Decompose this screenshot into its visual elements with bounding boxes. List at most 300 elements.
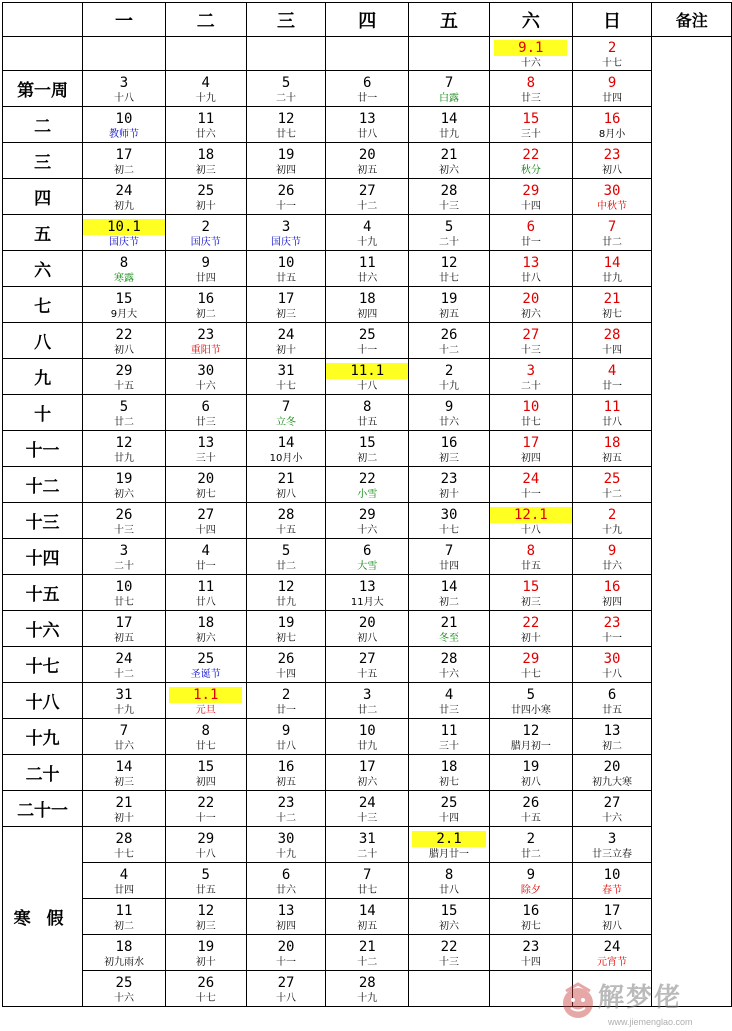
- lunar-date: 十七: [113, 849, 134, 860]
- lunar-date: 廿六: [195, 129, 216, 140]
- day-number: 31: [115, 687, 133, 703]
- day-cell: [572, 647, 652, 683]
- day-number: 9: [201, 255, 210, 271]
- day-number: 11: [197, 111, 215, 127]
- day-number: 21: [440, 615, 458, 631]
- day-cell: [246, 575, 326, 611]
- day-cell: [326, 863, 409, 899]
- day-cell: [489, 323, 572, 359]
- lunar-date: 十八: [520, 525, 541, 536]
- day-cell: [165, 71, 246, 107]
- day-cell: [409, 215, 490, 251]
- day-cell: [409, 107, 490, 143]
- day-number: 2: [281, 687, 291, 703]
- lunar-date: 十三: [113, 525, 134, 536]
- day-number: 5: [281, 543, 291, 559]
- lunar-date: 十四: [602, 345, 623, 356]
- day-number: 23: [522, 939, 540, 955]
- day-cell: [83, 827, 166, 863]
- day-number: 26: [440, 327, 458, 343]
- lunar-date: 初三: [520, 597, 541, 608]
- day-cell: [326, 37, 409, 71]
- day-cell: [489, 179, 572, 215]
- lunar-date: 二十: [357, 849, 378, 860]
- day-number: 3: [119, 75, 129, 91]
- header-day-2: 二: [165, 3, 246, 37]
- lunar-date: 三十: [195, 453, 216, 464]
- lunar-date: 三十: [520, 129, 541, 140]
- day-number: 21: [603, 291, 621, 307]
- day-cell: [489, 899, 572, 935]
- lunar-date: 初四: [276, 921, 297, 932]
- lunar-date: 初二: [357, 453, 378, 464]
- day-number: 30: [603, 183, 621, 199]
- day-cell: [83, 503, 166, 539]
- lunar-date: 廿二: [276, 561, 297, 572]
- lunar-date: 廿三立春: [592, 849, 633, 860]
- day-number: 26: [115, 507, 133, 523]
- week-row: [3, 467, 732, 503]
- week-label: 第一周: [3, 71, 83, 107]
- week-label: 五: [3, 215, 83, 251]
- day-cell: [572, 107, 652, 143]
- day-number: 29: [197, 831, 215, 847]
- week-row: [3, 287, 732, 323]
- day-number: 10: [115, 111, 133, 127]
- week-row: [3, 935, 732, 971]
- day-cell: [165, 359, 246, 395]
- day-cell: [409, 791, 490, 827]
- day-number: 6: [363, 75, 372, 91]
- day-number: 13: [358, 579, 376, 595]
- lunar-date: 十九: [439, 381, 460, 392]
- day-number: 20: [603, 759, 621, 775]
- day-number: 22: [522, 147, 540, 163]
- day-number: 19: [277, 615, 295, 631]
- day-cell: [409, 323, 490, 359]
- lunar-date: 初四: [520, 453, 541, 464]
- day-number: 22: [197, 795, 215, 811]
- day-number: 2: [607, 507, 617, 523]
- day-number: 11.1: [326, 363, 408, 379]
- week-label: 十四: [3, 539, 83, 575]
- lunar-date: 十六: [357, 525, 378, 536]
- day-cell: [83, 395, 166, 431]
- day-number: 26: [197, 975, 215, 991]
- lunar-date: 廿二: [602, 237, 623, 248]
- day-cell: [165, 395, 246, 431]
- lunar-date: 廿三: [195, 417, 216, 428]
- day-cell: [165, 683, 246, 719]
- lunar-date: 国庆节: [108, 237, 139, 248]
- day-number: 10: [522, 399, 540, 415]
- lunar-date: 初八: [602, 165, 623, 176]
- day-number: 20: [358, 147, 376, 163]
- lunar-date: 初十: [195, 957, 216, 968]
- day-cell: [572, 179, 652, 215]
- lunar-date: 初二: [602, 741, 623, 752]
- week-row: [3, 611, 732, 647]
- day-cell: [165, 647, 246, 683]
- day-number: 4: [444, 687, 454, 703]
- day-cell: [165, 323, 246, 359]
- lunar-date: 初五: [357, 921, 378, 932]
- lunar-date: 十一: [276, 957, 297, 968]
- week-row: [3, 359, 732, 395]
- day-number: 7: [119, 723, 129, 739]
- day-number: 18: [115, 939, 133, 955]
- lunar-date: 廿六: [602, 561, 623, 572]
- lunar-date: 初十: [276, 345, 297, 356]
- week-row: [3, 143, 732, 179]
- day-cell: [165, 755, 246, 791]
- day-cell: [165, 827, 246, 863]
- week-row: [3, 251, 732, 287]
- watermark-url: www.jiemenglao.com: [608, 1017, 693, 1027]
- day-cell: [326, 539, 409, 575]
- week-row: [3, 431, 732, 467]
- lunar-date: 十二: [276, 813, 297, 824]
- day-cell: [409, 935, 490, 971]
- day-cell: [246, 179, 326, 215]
- lunar-date: 十七: [439, 525, 460, 536]
- day-cell: [83, 287, 166, 323]
- day-number: 10.1: [83, 219, 165, 235]
- day-cell: [409, 611, 490, 647]
- day-number: 2: [526, 831, 536, 847]
- day-cell: [326, 683, 409, 719]
- lunar-date: 初二: [113, 921, 134, 932]
- day-number: 14: [603, 255, 621, 271]
- day-cell: [489, 215, 572, 251]
- day-number: 24: [522, 471, 540, 487]
- lunar-date: 初八: [520, 777, 541, 788]
- day-cell: [409, 37, 490, 71]
- day-number: 16: [603, 111, 621, 127]
- lunar-date: 十五: [276, 525, 297, 536]
- day-cell: [409, 359, 490, 395]
- day-number: 11: [603, 399, 621, 415]
- lunar-date: 十五: [520, 813, 541, 824]
- day-cell: [409, 431, 490, 467]
- lunar-date: 初六: [195, 633, 216, 644]
- day-number: 25: [197, 183, 215, 199]
- lunar-date: 十九: [276, 849, 297, 860]
- lunar-date: 廿五: [276, 273, 297, 284]
- day-cell: [246, 71, 326, 107]
- day-number: 12: [115, 435, 133, 451]
- lunar-date: 初四: [357, 309, 378, 320]
- lunar-date: 元旦: [195, 705, 216, 716]
- day-number: 7: [444, 75, 454, 91]
- day-cell: [165, 575, 246, 611]
- lunar-date: 廿八: [357, 129, 378, 140]
- day-number: 3: [281, 219, 291, 235]
- lunar-date: 廿四: [602, 93, 623, 104]
- lunar-date: 初三: [195, 921, 216, 932]
- day-number: 20: [358, 615, 376, 631]
- lunar-date: 初十: [520, 633, 541, 644]
- day-cell: [326, 827, 409, 863]
- day-number: 17: [115, 147, 133, 163]
- lunar-date: 初七: [520, 921, 541, 932]
- lunar-date: 十六: [520, 58, 541, 69]
- day-number: 22: [115, 327, 133, 343]
- day-cell: [83, 179, 166, 215]
- lunar-date: 廿七: [195, 741, 216, 752]
- day-cell: [83, 791, 166, 827]
- day-cell: [326, 503, 409, 539]
- lunar-date: 十一: [276, 201, 297, 212]
- day-number: 3: [119, 543, 129, 559]
- day-cell: [572, 863, 652, 899]
- week-row: [3, 863, 732, 899]
- lunar-date: 廿九: [276, 597, 297, 608]
- day-cell: [572, 395, 652, 431]
- day-cell: [83, 863, 166, 899]
- day-number: 5: [526, 687, 536, 703]
- day-cell: [83, 539, 166, 575]
- day-number: 9: [607, 75, 617, 91]
- day-number: 13: [358, 111, 376, 127]
- day-number: 4: [201, 75, 210, 91]
- day-number: 9: [607, 543, 617, 559]
- day-number: 19: [522, 759, 540, 775]
- day-number: 2: [444, 363, 454, 379]
- day-cell: [165, 791, 246, 827]
- header-row: [3, 3, 732, 37]
- day-cell: [165, 467, 246, 503]
- lunar-date: 十二: [602, 489, 623, 500]
- day-number: 13: [522, 255, 540, 271]
- week-row: [3, 791, 732, 827]
- lunar-date: 廿七: [357, 885, 378, 896]
- lunar-date: 10月小: [269, 453, 303, 464]
- lunar-date: 廿六: [439, 417, 460, 428]
- day-cell: [83, 37, 166, 71]
- lunar-date: 初八: [602, 921, 623, 932]
- day-cell: [326, 719, 409, 755]
- day-number: 18: [197, 615, 215, 631]
- day-number: 14: [115, 759, 133, 775]
- day-cell: [409, 647, 490, 683]
- day-number: 29: [115, 363, 133, 379]
- day-cell: [409, 143, 490, 179]
- day-number: 7: [607, 219, 617, 235]
- day-number: 6: [281, 867, 291, 883]
- day-cell: [165, 179, 246, 215]
- day-number: 1.1: [169, 687, 242, 703]
- lunar-date: 十七: [195, 993, 216, 1004]
- lunar-date: 十四: [276, 669, 297, 680]
- week-label: 二十一: [3, 791, 83, 827]
- lunar-date: 初八: [276, 489, 297, 500]
- day-cell: [326, 899, 409, 935]
- day-cell: [83, 215, 166, 251]
- day-cell: [165, 215, 246, 251]
- day-cell: [489, 251, 572, 287]
- day-cell: [409, 395, 490, 431]
- day-number: 26: [277, 651, 295, 667]
- week-label: 十一: [3, 431, 83, 467]
- day-cell: [246, 37, 326, 71]
- day-cell: [83, 323, 166, 359]
- lunar-date: 初十: [439, 489, 460, 500]
- lunar-date: 廿五: [357, 417, 378, 428]
- lunar-date: 初八: [357, 633, 378, 644]
- week-label: 八: [3, 323, 83, 359]
- day-number: 25: [440, 795, 458, 811]
- header-day-7: 日: [572, 3, 652, 37]
- lunar-date: 廿八: [602, 417, 623, 428]
- watermark-logo-icon: [558, 981, 598, 1021]
- day-cell: [83, 899, 166, 935]
- lunar-date: 十一: [520, 489, 541, 500]
- day-number: 27: [277, 975, 295, 991]
- day-number: 16: [440, 435, 458, 451]
- lunar-date: 初二: [195, 309, 216, 320]
- day-cell: [83, 107, 166, 143]
- day-cell: [165, 863, 246, 899]
- day-cell: [326, 359, 409, 395]
- day-number: 13: [603, 723, 621, 739]
- day-cell: [489, 611, 572, 647]
- lunar-date: 元宵节: [597, 957, 628, 968]
- day-number: 14: [358, 903, 376, 919]
- day-number: 17: [522, 435, 540, 451]
- day-cell: [165, 287, 246, 323]
- day-cell: [165, 899, 246, 935]
- lunar-date: 十八: [602, 669, 623, 680]
- day-cell: [326, 755, 409, 791]
- day-number: 11: [358, 255, 376, 271]
- day-cell: [165, 107, 246, 143]
- lunar-date: 十八: [357, 381, 378, 392]
- lunar-date: 初九雨水: [103, 957, 144, 968]
- lunar-date: 廿四: [195, 273, 216, 284]
- day-cell: [246, 539, 326, 575]
- day-cell: [409, 503, 490, 539]
- day-cell: [326, 647, 409, 683]
- day-cell: [489, 431, 572, 467]
- lunar-date: 国庆节: [190, 237, 221, 248]
- week-label: 十六: [3, 611, 83, 647]
- lunar-date: 廿一: [357, 93, 378, 104]
- week-row: [3, 575, 732, 611]
- header-day-3: 三: [246, 3, 326, 37]
- day-number: 11: [115, 903, 133, 919]
- lunar-date: 初九大寒: [592, 777, 633, 788]
- day-number: 17: [603, 903, 621, 919]
- day-number: 5: [201, 867, 210, 883]
- day-number: 22: [440, 939, 458, 955]
- day-number: 20: [197, 471, 215, 487]
- day-number: 30: [603, 651, 621, 667]
- day-cell: [165, 431, 246, 467]
- lunar-date: 廿二: [357, 705, 378, 716]
- lunar-date: 寒露: [113, 273, 134, 284]
- day-number: 24: [277, 327, 295, 343]
- day-number: 18: [440, 759, 458, 775]
- day-number: 23: [277, 795, 295, 811]
- day-number: 16: [603, 579, 621, 595]
- lunar-date: 廿一: [195, 561, 216, 572]
- day-number: 29: [358, 507, 376, 523]
- lunar-date: 廿七: [520, 417, 541, 428]
- lunar-date: 初二: [439, 597, 460, 608]
- day-cell: [326, 143, 409, 179]
- watermark: [558, 977, 708, 1027]
- day-cell: [572, 503, 652, 539]
- week-label: 十: [3, 395, 83, 431]
- watermark-title: 解梦佬: [598, 983, 683, 1013]
- lunar-date: 廿一: [602, 381, 623, 392]
- day-number: 28: [440, 651, 458, 667]
- day-number: 24: [115, 183, 133, 199]
- day-cell: [83, 935, 166, 971]
- day-cell: [83, 755, 166, 791]
- day-cell: [326, 395, 409, 431]
- day-cell: [489, 287, 572, 323]
- day-cell: [326, 107, 409, 143]
- lunar-date: 大雪: [357, 561, 378, 572]
- day-cell: [246, 719, 326, 755]
- week-label: 二: [3, 107, 83, 143]
- lunar-date: 十七: [520, 669, 541, 680]
- lunar-date: 廿五: [520, 561, 541, 572]
- lunar-date: 教师节: [108, 129, 139, 140]
- day-cell: [409, 287, 490, 323]
- day-cell: [489, 71, 572, 107]
- day-number: 8: [444, 867, 454, 883]
- day-cell: [326, 71, 409, 107]
- lunar-date: 十六: [602, 813, 623, 824]
- week-row: [3, 323, 732, 359]
- day-cell: [409, 575, 490, 611]
- lunar-date: 春节: [602, 885, 623, 896]
- day-cell: [572, 251, 652, 287]
- day-cell: [326, 431, 409, 467]
- day-number: 21: [358, 939, 376, 955]
- lunar-date: 十一: [602, 633, 623, 644]
- week-label: 九: [3, 359, 83, 395]
- day-number: 14: [277, 435, 295, 451]
- day-cell: [572, 935, 652, 971]
- day-number: 12.1: [490, 507, 572, 523]
- day-cell: [246, 827, 326, 863]
- lunar-date: 初八: [113, 345, 134, 356]
- day-cell: [409, 827, 490, 863]
- day-number: 3: [363, 687, 372, 703]
- day-cell: [489, 37, 572, 71]
- day-number: 27: [358, 651, 376, 667]
- day-number: 18: [358, 291, 376, 307]
- lunar-date: 十九: [357, 237, 378, 248]
- day-cell: [409, 251, 490, 287]
- day-number: 12: [277, 111, 295, 127]
- day-cell: [83, 683, 166, 719]
- day-number: 28: [603, 327, 621, 343]
- lunar-date: 中秋节: [597, 201, 628, 212]
- day-cell: [489, 575, 572, 611]
- lunar-date: 廿二: [520, 849, 541, 860]
- day-cell: [572, 791, 652, 827]
- day-number: 26: [522, 795, 540, 811]
- lunar-date: 十三: [439, 201, 460, 212]
- day-number: 5: [444, 219, 454, 235]
- lunar-date: 二十: [276, 93, 297, 104]
- header-notes: 备注: [652, 3, 732, 37]
